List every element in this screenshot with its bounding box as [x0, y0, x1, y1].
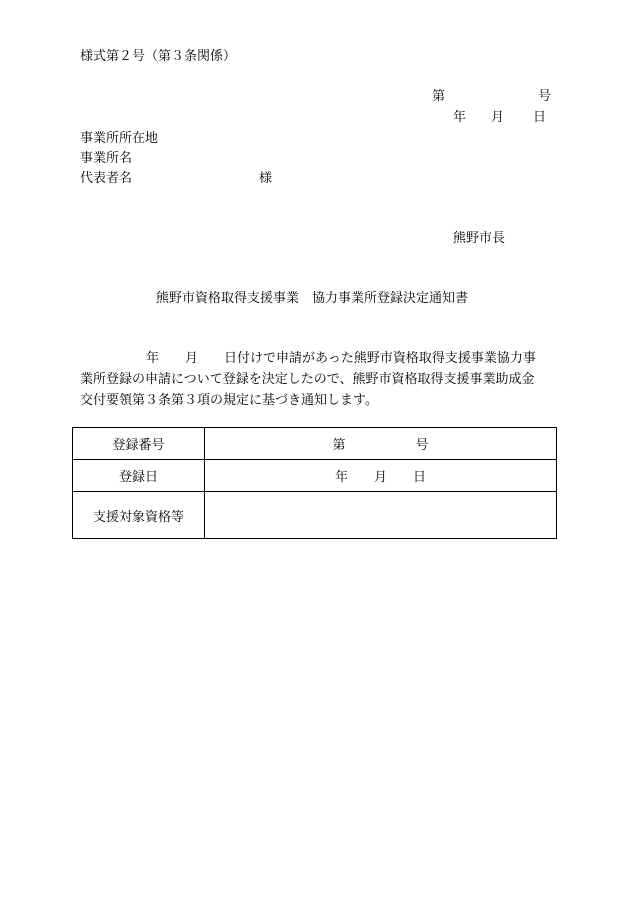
notice-line-1-text: 日付けで申請があった熊野市資格取得支援事業協力事 [224, 351, 536, 366]
representative-label: 代表者名 [80, 171, 133, 186]
registration-number-suffix: 号 [415, 438, 429, 453]
notice-body [80, 348, 560, 411]
registration-date-year: 年 [334, 470, 348, 485]
qualifications-value [205, 492, 557, 539]
registration-table [72, 427, 557, 539]
notice-line-3: 交付要領第３条第３項の規定に基づき通知します。 [80, 393, 378, 408]
document-number-suffix: 号 [538, 89, 552, 104]
office-address-label: 事業所所在地 [80, 131, 159, 146]
form-number: 様式第２号（第３条関係） [80, 49, 237, 64]
registration-date-month: 月 [373, 470, 387, 485]
notice-line-1 [80, 348, 560, 369]
registration-number-prefix: 第 [332, 438, 346, 453]
honorific: 様 [259, 171, 273, 186]
application-year: 年 [146, 351, 160, 366]
qualifications-label: 支援対象資格等 [73, 492, 205, 539]
issuer: 熊野市長 [453, 231, 506, 246]
notice-line-2: 業所登録の申請について登録を決定したので、熊野市資格取得支援事業助成金 [80, 372, 535, 387]
registration-number-cell [205, 428, 557, 460]
table-row [73, 428, 557, 460]
issue-date-day: 日 [533, 110, 547, 125]
application-month: 月 [185, 351, 199, 366]
registration-number-label: 登録番号 [73, 428, 205, 460]
registration-date-day: 日 [413, 470, 427, 485]
table-row [73, 460, 557, 492]
registration-date-label: 登録日 [73, 460, 205, 492]
document-number-prefix: 第 [432, 89, 446, 104]
issue-date-year: 年 [453, 110, 467, 125]
office-name-label: 事業所名 [80, 151, 133, 166]
document-title: 熊野市資格取得支援事業 協力事業所登録決定通知書 [156, 291, 469, 306]
table-row [73, 492, 557, 539]
registration-date-cell [205, 460, 557, 492]
issue-date-month: 月 [491, 110, 505, 125]
